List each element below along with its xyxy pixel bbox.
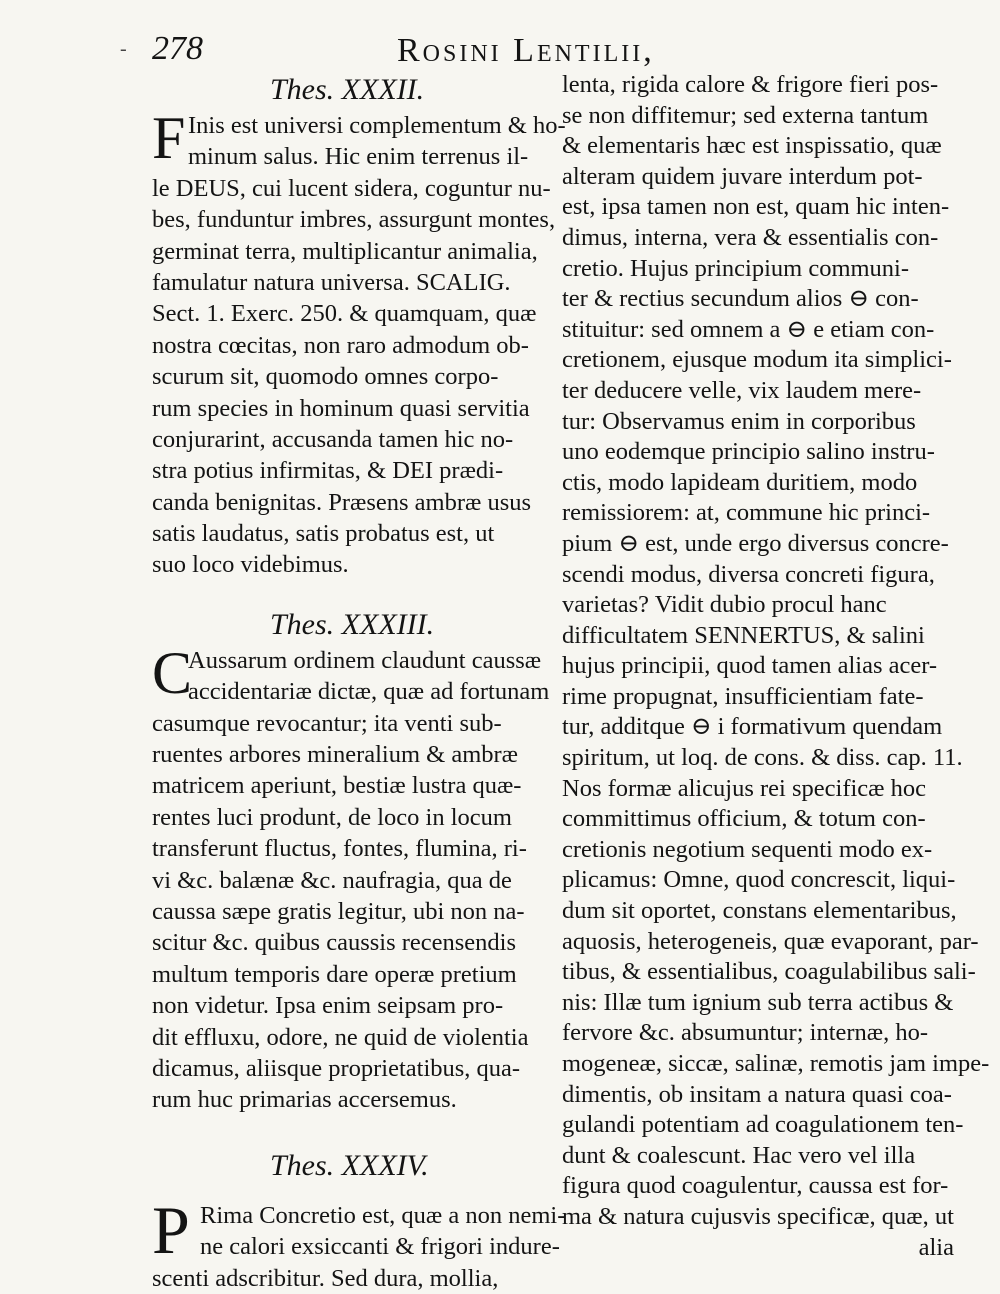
right-line: hujus principii, quod tamen alias acer- xyxy=(562,652,938,680)
right-line: lenta, rigida calore & frigore fieri pos- xyxy=(562,71,939,98)
right-line: dimus, interna, vera & essentialis con- xyxy=(562,223,939,251)
right-line: remissiorem: at, commune hic princi- xyxy=(562,499,931,527)
right-column xyxy=(562,70,990,1263)
right-line: mogeneæ, siccæ, salinæ, remotis jam impe- xyxy=(562,1050,990,1077)
thesis-34-line-text: Rima Concretio est, quæ a non nemi- xyxy=(200,1201,566,1229)
right-line: figura quod coagulentur, caussa est for- xyxy=(562,1172,949,1200)
thesis-33-line: dicamus, aliisque proprietatibus, qua- xyxy=(152,1054,521,1082)
thesis-32-line: suo loco videbimus. xyxy=(152,551,349,579)
catchword: alia xyxy=(918,1233,954,1261)
right-line: dunt & coalescunt. Hac vero vel illa xyxy=(562,1141,916,1169)
thesis-32-line: bes, funduntur imbres, assurgunt montes, xyxy=(152,206,556,234)
thesis-32-line: stra potius infirmitas, & DEI prædi- xyxy=(152,457,504,485)
right-line: ma & natura cujusvis specificæ, quæ, ut xyxy=(562,1202,954,1230)
thesis-32-line: minum salus. Hic enim terrenus il- xyxy=(188,143,529,171)
thesis-33-line: rentes luci produnt, de loco in locum xyxy=(152,803,512,831)
right-line: gulandi potentiam ad coagulationem ten- xyxy=(562,1111,964,1139)
thesis-33-line: dit effluxu, odore, ne quid de violentia xyxy=(152,1023,529,1051)
page-number: 278 xyxy=(152,30,203,67)
right-line: se non diffitemur; sed externa tantum xyxy=(562,101,929,129)
thesis-34-line: ne calori exsiccanti & frigori indure- xyxy=(200,1233,560,1261)
thesis-32-line: Sect. 1. Exerc. 250. & quamquam, quæ xyxy=(152,300,537,328)
thesis-33-line: transferunt fluctus, fontes, flumina, ri- xyxy=(152,835,527,863)
right-line: Nos formæ alicujus rei specificæ hoc xyxy=(562,774,927,802)
thesis-32-line: famulatur natura universa. SCALIG. xyxy=(152,268,511,296)
right-line: dum sit oportet, constans elementaribus, xyxy=(562,897,957,925)
thesis-33-line: multum temporis dare operæ pretium xyxy=(152,960,517,988)
right-line: cretio. Hujus principium communi- xyxy=(562,254,910,282)
thesis-33-line: caussa sæpe gratis legitur, ubi non na- xyxy=(152,897,525,925)
thesis-33-line: non videtur. Ipsa enim seipsam pro- xyxy=(152,992,504,1020)
thesis-32-line: conjurarint, accusanda tamen hic no- xyxy=(152,425,514,453)
right-line: ctis, modo lapideam duritiem, modo xyxy=(562,468,918,496)
right-line: nis: Illæ tum ignium sub terra actibus & xyxy=(562,988,954,1016)
thesis-32-line: germinat terra, multiplicantur animalia, xyxy=(152,237,538,265)
right-line: ter & rectius secundum alios ⊖ con- xyxy=(562,285,919,313)
right-line: dimentis, ob insitam a natura quasi coa- xyxy=(562,1080,952,1108)
thesis-32-line: nostra cœcitas, non raro admodum ob- xyxy=(152,331,529,359)
thesis-34-title: Thes. XXXIV. xyxy=(270,1148,429,1182)
thesis-34-dropcap: P xyxy=(152,1191,190,1268)
right-line: tur, additque ⊖ i formativum quendam xyxy=(562,713,943,741)
thesis-33-line: rum huc primarias accersemus. xyxy=(152,1086,457,1114)
right-line: uno eodemque principio salino instru- xyxy=(562,438,935,466)
right-line: alteram quidem juvare interdum pot- xyxy=(562,162,923,190)
right-line: stituitur: sed omnem a ⊖ e etiam con- xyxy=(562,315,935,343)
thesis-32-line: le DEUS, cui lucent sidera, coguntur nu- xyxy=(152,174,551,202)
right-line: aquosis, heterogeneis, quæ evaporant, par- xyxy=(562,927,979,955)
thesis-33-line: matricem aperiunt, bestiæ lustra quæ- xyxy=(152,772,522,800)
right-line: ter deducere velle, vix laudem mere- xyxy=(562,376,922,404)
thesis-32-line: rum species in hominum quasi servitia xyxy=(152,394,530,422)
thesis-34-line: scenti adscribitur. Sed dura, mollia, xyxy=(152,1264,499,1292)
thesis-32-line-text: Inis est universi complementum & ho- xyxy=(188,112,566,139)
right-line: scendi modus, diversa concreti figura, xyxy=(562,560,935,588)
right-line: plicamus: Omne, quod concrescit, liqui- xyxy=(562,866,956,894)
right-line: difficultatem SENNERTUS, & salini xyxy=(562,621,925,649)
thesis-32-line: canda benignitas. Præsens ambræ usus xyxy=(152,488,532,516)
left-column xyxy=(152,70,566,1294)
right-line: cretionem, ejusque modum ita simplici- xyxy=(562,346,952,374)
thesis-33-line: ruentes arbores mineralium & ambræ xyxy=(152,741,519,769)
thesis-33-line-text: Aussarum ordinem claudunt caussæ xyxy=(188,646,542,674)
right-line: rime propugnat, insufficientiam fate- xyxy=(562,682,924,710)
thesis-33-line: casumque revocantur; ita venti sub- xyxy=(152,709,502,737)
right-line: est, ipsa tamen non est, quam hic inten- xyxy=(562,193,950,221)
right-line: committimus officium, & totum con- xyxy=(562,805,926,833)
thesis-33-line: scitur &c. quibus caussis recensendis xyxy=(152,929,517,957)
right-line: & elementaris hæc est inspissatio, quæ xyxy=(562,132,942,160)
right-line: spiritum, ut loq. de cons. & diss. cap. 11. xyxy=(562,744,963,772)
thesis-33-dropcap: C xyxy=(152,639,193,706)
right-line: pium ⊖ est, unde ergo diversus concre- xyxy=(562,529,949,557)
right-line: cretionis negotium sequenti modo ex- xyxy=(562,835,933,863)
running-title: Rosini Lentilii, xyxy=(397,32,655,69)
right-line: fervore &c. absumuntur; internæ, ho- xyxy=(562,1019,929,1047)
thesis-32-dropcap: F xyxy=(152,105,186,171)
thesis-32-title: Thes. XXXII. xyxy=(270,73,425,106)
thesis-33-title: Thes. XXXIII. xyxy=(270,607,435,641)
stray-ink-mark: - xyxy=(120,38,127,60)
thesis-33-line: vi &c. balænæ &c. naufragia, qua de xyxy=(152,866,512,894)
right-line: varietas? Vidit dubio procul hanc xyxy=(562,591,887,619)
thesis-33-line: accidentariæ dictæ, quæ ad fortunam xyxy=(188,678,550,706)
thesis-32-line: scurum sit, quomodo omnes corpo- xyxy=(152,363,499,391)
thesis-32-line: satis laudatus, satis probatus est, ut xyxy=(152,520,495,548)
right-line: tur: Observamus enim in corporibus xyxy=(562,407,916,435)
right-line: tibus, & essentialibus, coagulabilibus sali- xyxy=(562,958,976,986)
